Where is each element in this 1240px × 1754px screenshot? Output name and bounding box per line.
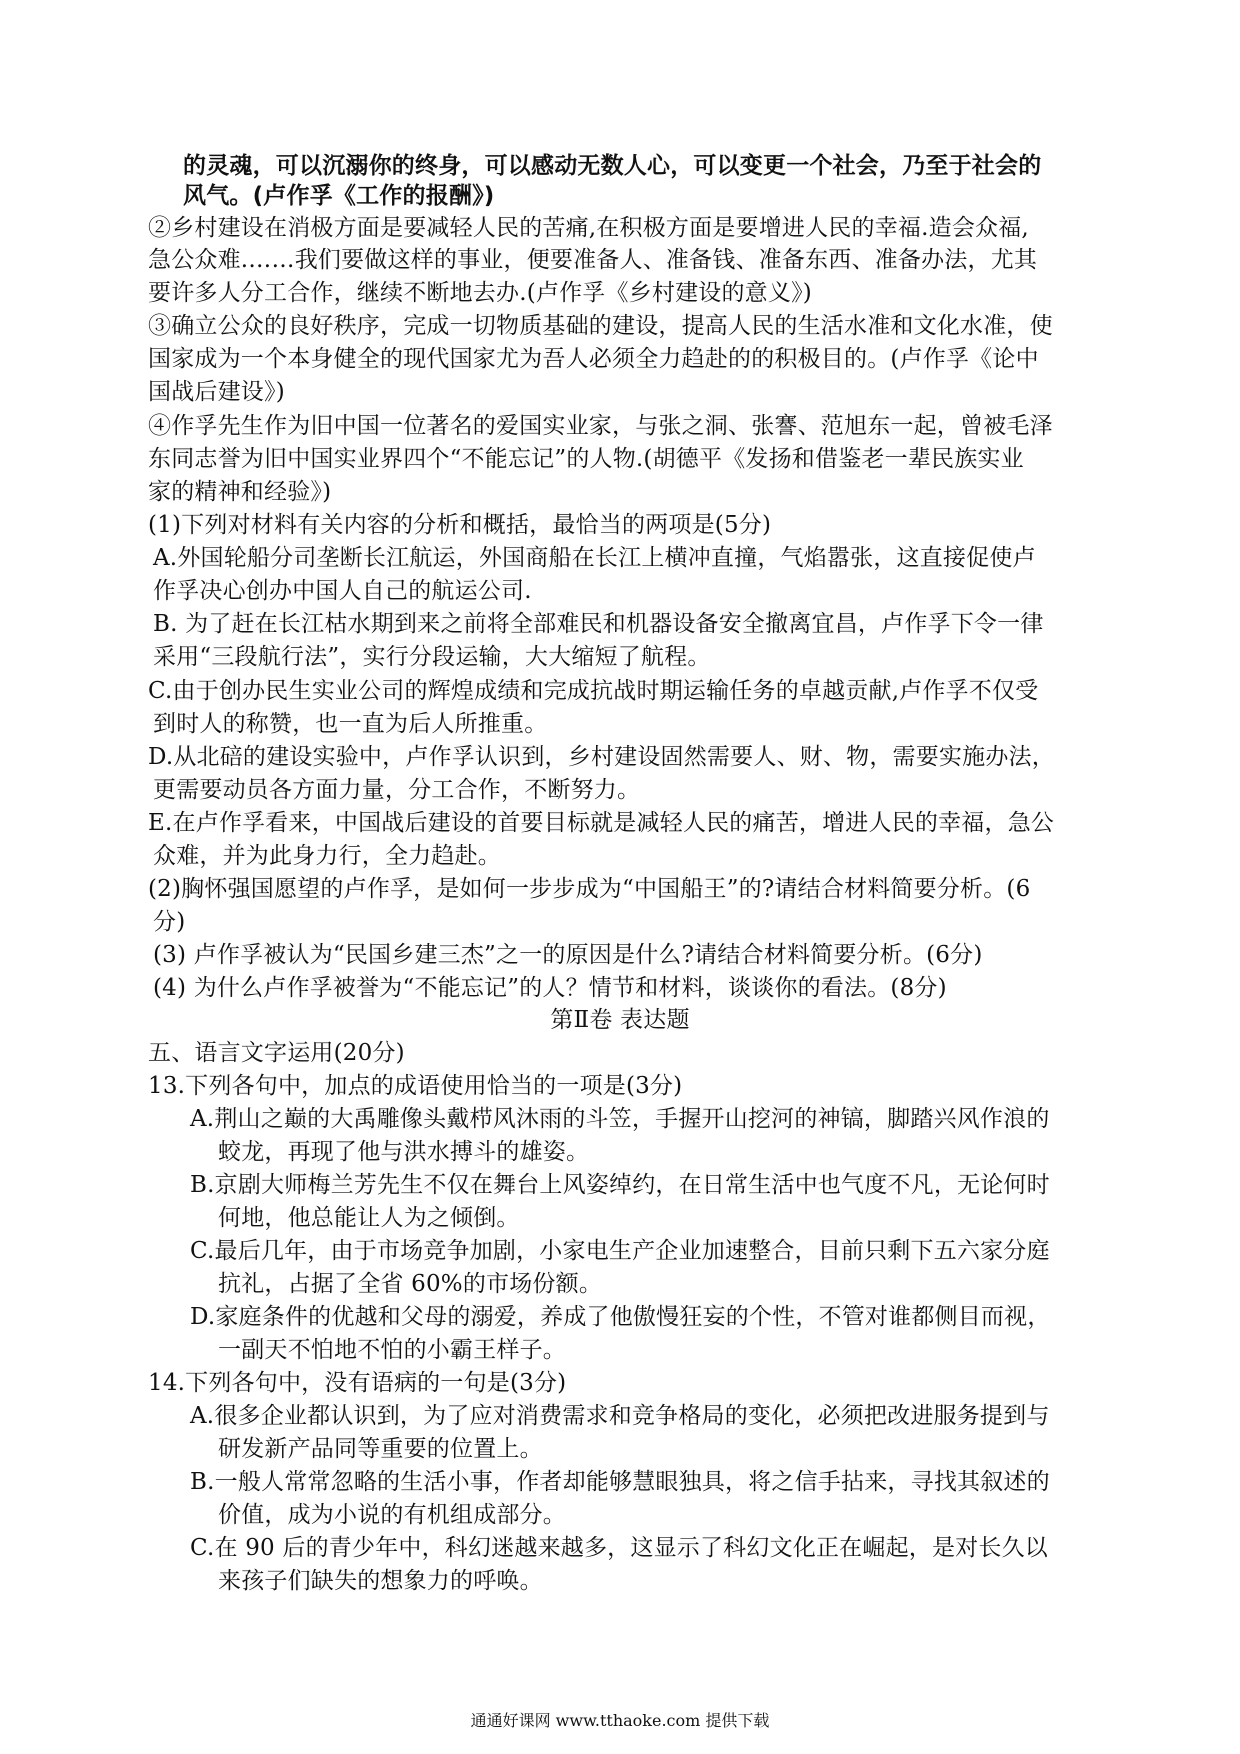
question-stem: (3) 卢作孚被认为“民国乡建三杰”之一的原因是什么?请结合材料简要分析。(6分) — [153, 942, 983, 968]
text-line: 家的精神和经验》) — [148, 479, 332, 505]
text-line: 要许多人分工合作，继续不断地去办.(卢作孚《乡村建设的意义》) — [148, 280, 812, 306]
option-line: A.外国轮船分司垄断长江航运，外国商船在长江上横冲直撞，气焰嚣张，这直接促使卢 — [153, 545, 1036, 571]
option-line: C.在 90 后的青少年中，科幻迷越来越多，这显示了科幻文化正在崛起，是对长久以 — [190, 1535, 1048, 1561]
option-line: B.一般人常常忽略的生活小事，作者却能够慧眼独具，将之信手拈来，寻找其叙述的 — [190, 1469, 1050, 1495]
section-title: 五、语言文字运用(20分) — [148, 1040, 405, 1066]
option-line: A.很多企业都认识到，为了应对消费需求和竞争格局的变化，必须把改进服务提到与 — [190, 1403, 1050, 1429]
option-line: 何地，他总能让人为之倾倒。 — [218, 1205, 520, 1231]
option-line: A.荆山之巅的大禹雕像头戴栉风沐雨的斗笠，手握开山挖河的神镐，脚踏兴风作浪的 — [190, 1106, 1050, 1132]
option-line: 研发新产品同等重要的位置上。 — [218, 1436, 543, 1462]
option-line: 价值，成为小说的有机组成部分。 — [218, 1502, 566, 1528]
question-stem: (2)胸怀强国愿望的卢作孚，是如何一步步成为“中国船王”的?请结合材料简要分析。(6 — [148, 876, 1031, 902]
option-line: C.最后几年，由于市场竞争加剧，小家电生产企业加速整合，目前只剩下五六家分庭 — [190, 1238, 1050, 1264]
text-line: ③确立公众的良好秩序，完成一切物质基础的建设，提高人民的生活水准和文化水准，使 — [148, 313, 1053, 339]
option-line: 众难，并为此身力行，全力趋赴。 — [153, 843, 501, 869]
text-line: 急公众难.……我们要做这样的事业，便要准备人、准备钱、准备东西、准备办法，尤其 — [148, 247, 1038, 273]
option-line: 作孚决心创办中国人自己的航运公司. — [153, 578, 532, 604]
page-footer: 通通好课网 www.tthaoke.com 提供下载 — [470, 1711, 770, 1730]
question-stem: 13.下列各句中，加点的成语使用恰当的一项是(3分) — [148, 1073, 683, 1099]
option-line: 一副天不怕地不怕的小霸王样子。 — [218, 1337, 566, 1363]
option-line: 蛟龙，再现了他与洪水搏斗的雄姿。 — [218, 1139, 590, 1165]
question-stem: (4) 为什么卢作孚被誉为“不能忘记”的人？情节和材料，谈谈你的看法。(8分) — [153, 975, 947, 1001]
option-line: 来孩子们缺失的想象力的呼唤。 — [218, 1568, 543, 1594]
question-stem: 分) — [153, 909, 186, 935]
option-line: C.由于创办民生实业公司的辉煌成绩和完成抗战时期运输任务的卓越贡献,卢作孚不仅受 — [148, 678, 1039, 704]
text-line: ②乡村建设在消极方面是要减轻人民的苦痛,在积极方面是要增进人民的幸福.造会众福, — [148, 215, 1029, 241]
text-line: 东同志誉为旧中国实业界四个“不能忘记”的人物.(胡德平《发扬和借鉴老一辈民族实业 — [148, 446, 1024, 472]
option-line: D.家庭条件的优越和父母的溺爱，养成了他傲慢狂妄的个性，不管对谁都侧目而视， — [190, 1304, 1051, 1330]
option-line: B.京剧大师梅兰芳先生不仅在舞台上风姿绰约，在日常生活中也气度不凡，无论何时 — [190, 1172, 1050, 1198]
option-line: E.在卢作孚看来，中国战后建设的首要目标就是减轻人民的痛苦，增进人民的幸福，急公 — [148, 810, 1055, 836]
option-line: 抗礼，占据了全省 60%的市场份额。 — [218, 1271, 603, 1297]
option-line: D.从北碚的建设实验中，卢作孚认识到，乡村建设固然需要人、财、物，需要实施办法， — [148, 744, 1055, 770]
text-line: 国家成为一个本身健全的现代国家尤为吾人必须全力趋赴的的积极目的。(卢作孚《论中 — [148, 346, 1039, 372]
text-line: 风气。(卢作孚《工作的报酬》) — [183, 183, 495, 209]
question-stem: 14.下列各句中，没有语病的一句是(3分) — [148, 1370, 567, 1396]
option-line: B. 为了赶在长江枯水期到来之前将全部难民和机器设备安全撤离宜昌，卢作孚下令一律 — [153, 611, 1044, 637]
question-stem: (1)下列对材料有关内容的分析和概括，最恰当的两项是(5分) — [148, 512, 772, 538]
text-line: 国战后建设》) — [148, 379, 285, 405]
text-line: 的灵魂，可以沉溺你的终身，可以感动无数人心，可以变更一个社会，乃至于社会的 — [183, 153, 1042, 179]
option-line: 采用“三段航行法”，实行分段运输，大大缩短了航程。 — [153, 644, 711, 670]
section-heading: 第Ⅱ卷 表达题 — [550, 1007, 690, 1033]
text-line: ④作孚先生作为旧中国一位著名的爱国实业家，与张之洞、张謇、范旭东一起，曾被毛泽 — [148, 413, 1053, 439]
option-line: 到时人的称赞，也一直为后人所推重。 — [153, 711, 548, 737]
option-line: 更需要动员各方面力量，分工合作，不断努力。 — [153, 777, 641, 803]
